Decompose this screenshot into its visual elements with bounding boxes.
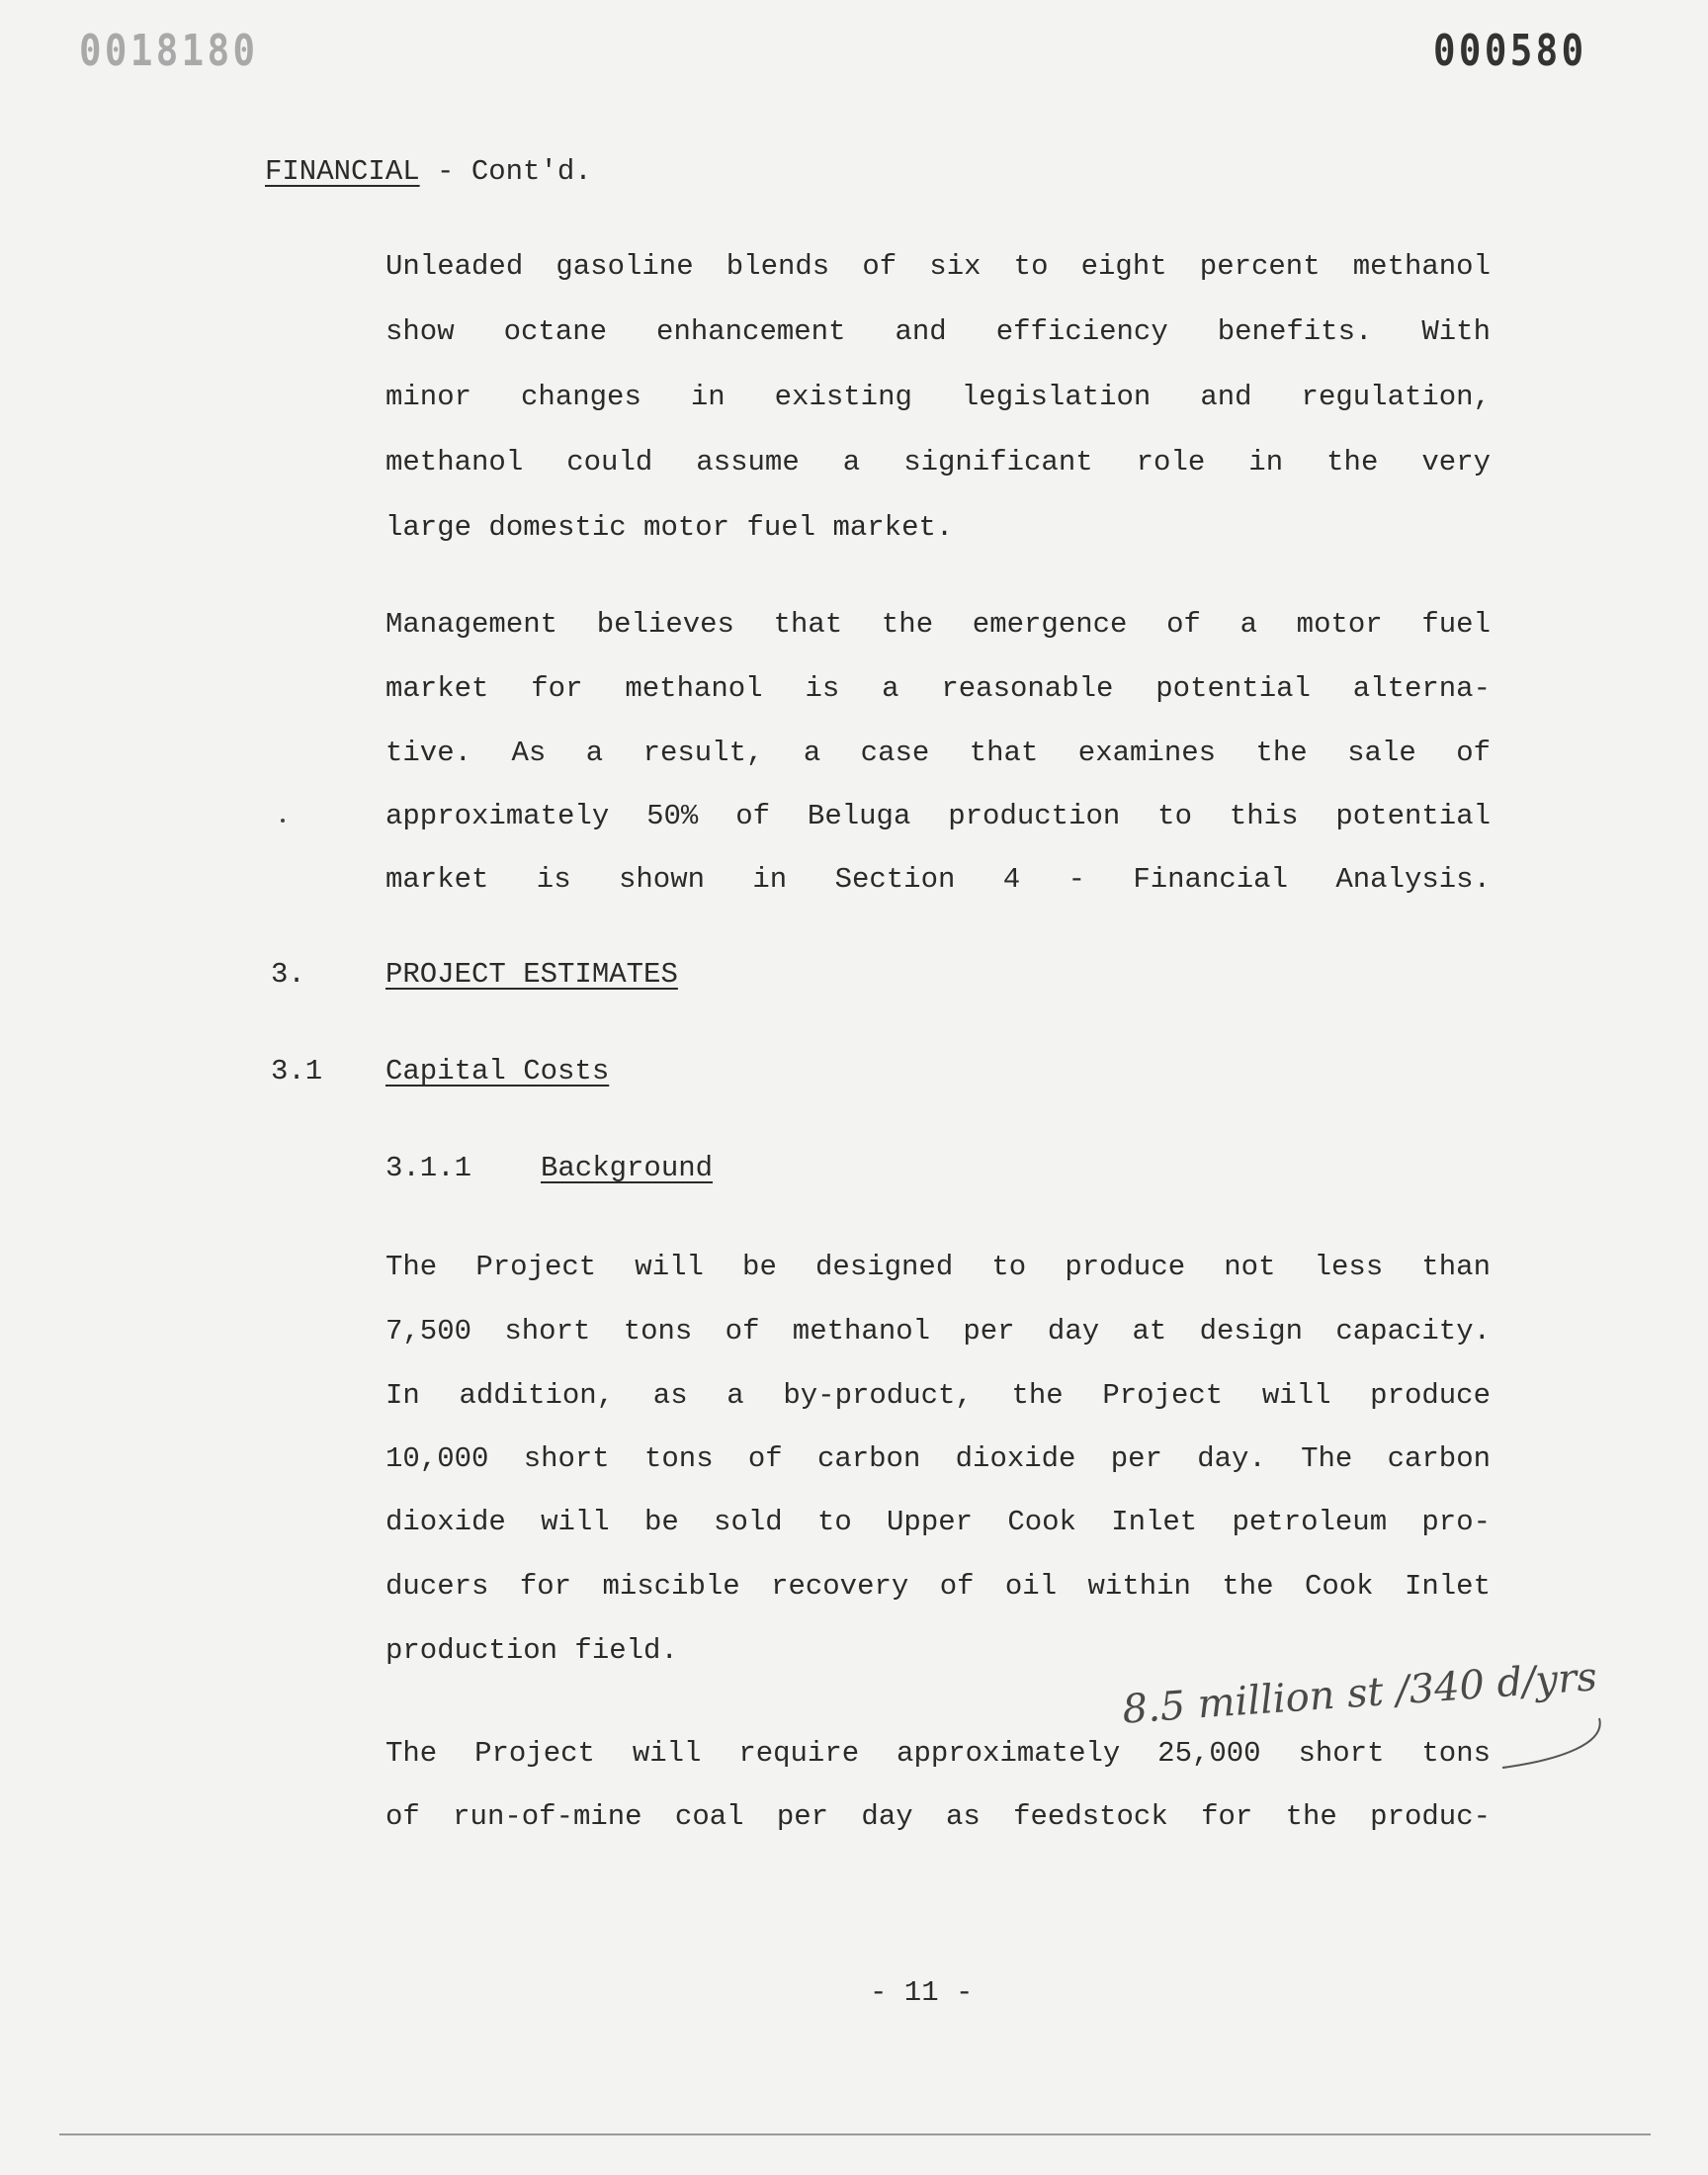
paragraph-3-line: 10,000 short tons of carbon dioxide per day. The carbon [385,1442,1491,1475]
section-header-title: FINANCIAL [265,155,420,188]
bottom-rule [59,2133,1651,2135]
section-3-1-number: 3.1 [271,1055,323,1088]
section-3-1-title: Capital Costs [385,1055,610,1088]
section-header [265,154,592,190]
paragraph-2-line: approximately 50% of Beluga production to this potential [385,800,1491,832]
paragraph-4-line: The Project will require approximately 25,000 short tons [385,1737,1491,1770]
paragraph-4-line: of run-of-mine coal per day as feedstock for the produc- [385,1800,1491,1833]
handwritten-annotation: 8.5 million st /340 d/yrs [1120,1654,1599,1733]
section-header-suffix: - Cont'd. [419,155,592,188]
handwritten-stroke [1483,1689,1611,1778]
section-3-1-1-title: Background [541,1152,714,1184]
section-3-title: PROJECT ESTIMATES [385,958,678,991]
paragraph-3-line: The Project will be designed to produce not less than [385,1251,1491,1283]
margin-dot [281,819,285,823]
paragraph-2-line: tive. As a result, a case that examines the sale of [385,737,1491,769]
paragraph-3-line: production field. [385,1634,678,1667]
paragraph-1-line: Unleaded gasoline blends of six to eight percent methanol [385,250,1491,283]
paragraph-3-line: In addition, as a by-product, the Project will produce [385,1379,1491,1412]
paragraph-2-line: market for methanol is a reasonable potential alterna- [385,672,1491,705]
paragraph-2-line: Management believes that the emergence of a motor fuel [385,608,1491,641]
paragraph-1-line: show octane enhancement and efficiency benefits. With [385,315,1491,348]
bates-stamp-right: 000580 [1433,26,1587,76]
section-3-1-1-number: 3.1.1 [385,1152,472,1184]
bates-stamp-left: 0018180 [79,26,259,76]
paragraph-1-line: large domestic motor fuel market. [385,511,954,544]
section-3-number: 3. [271,958,305,991]
paragraph-2-line: market is shown in Section 4 - Financial Analysis. [385,863,1491,896]
paragraph-3-line: dioxide will be sold to Upper Cook Inlet petroleum pro- [385,1506,1491,1538]
paragraph-3-line: ducers for miscible recovery of oil within the Cook Inlet [385,1570,1491,1603]
paragraph-3-line: 7,500 short tons of methanol per day at design capacity. [385,1315,1491,1348]
paragraph-1-line: minor changes in existing legislation and regulation, [385,381,1491,413]
page-number: - 11 - [870,1976,974,2009]
paragraph-1-line: methanol could assume a significant role in the very [385,446,1491,478]
